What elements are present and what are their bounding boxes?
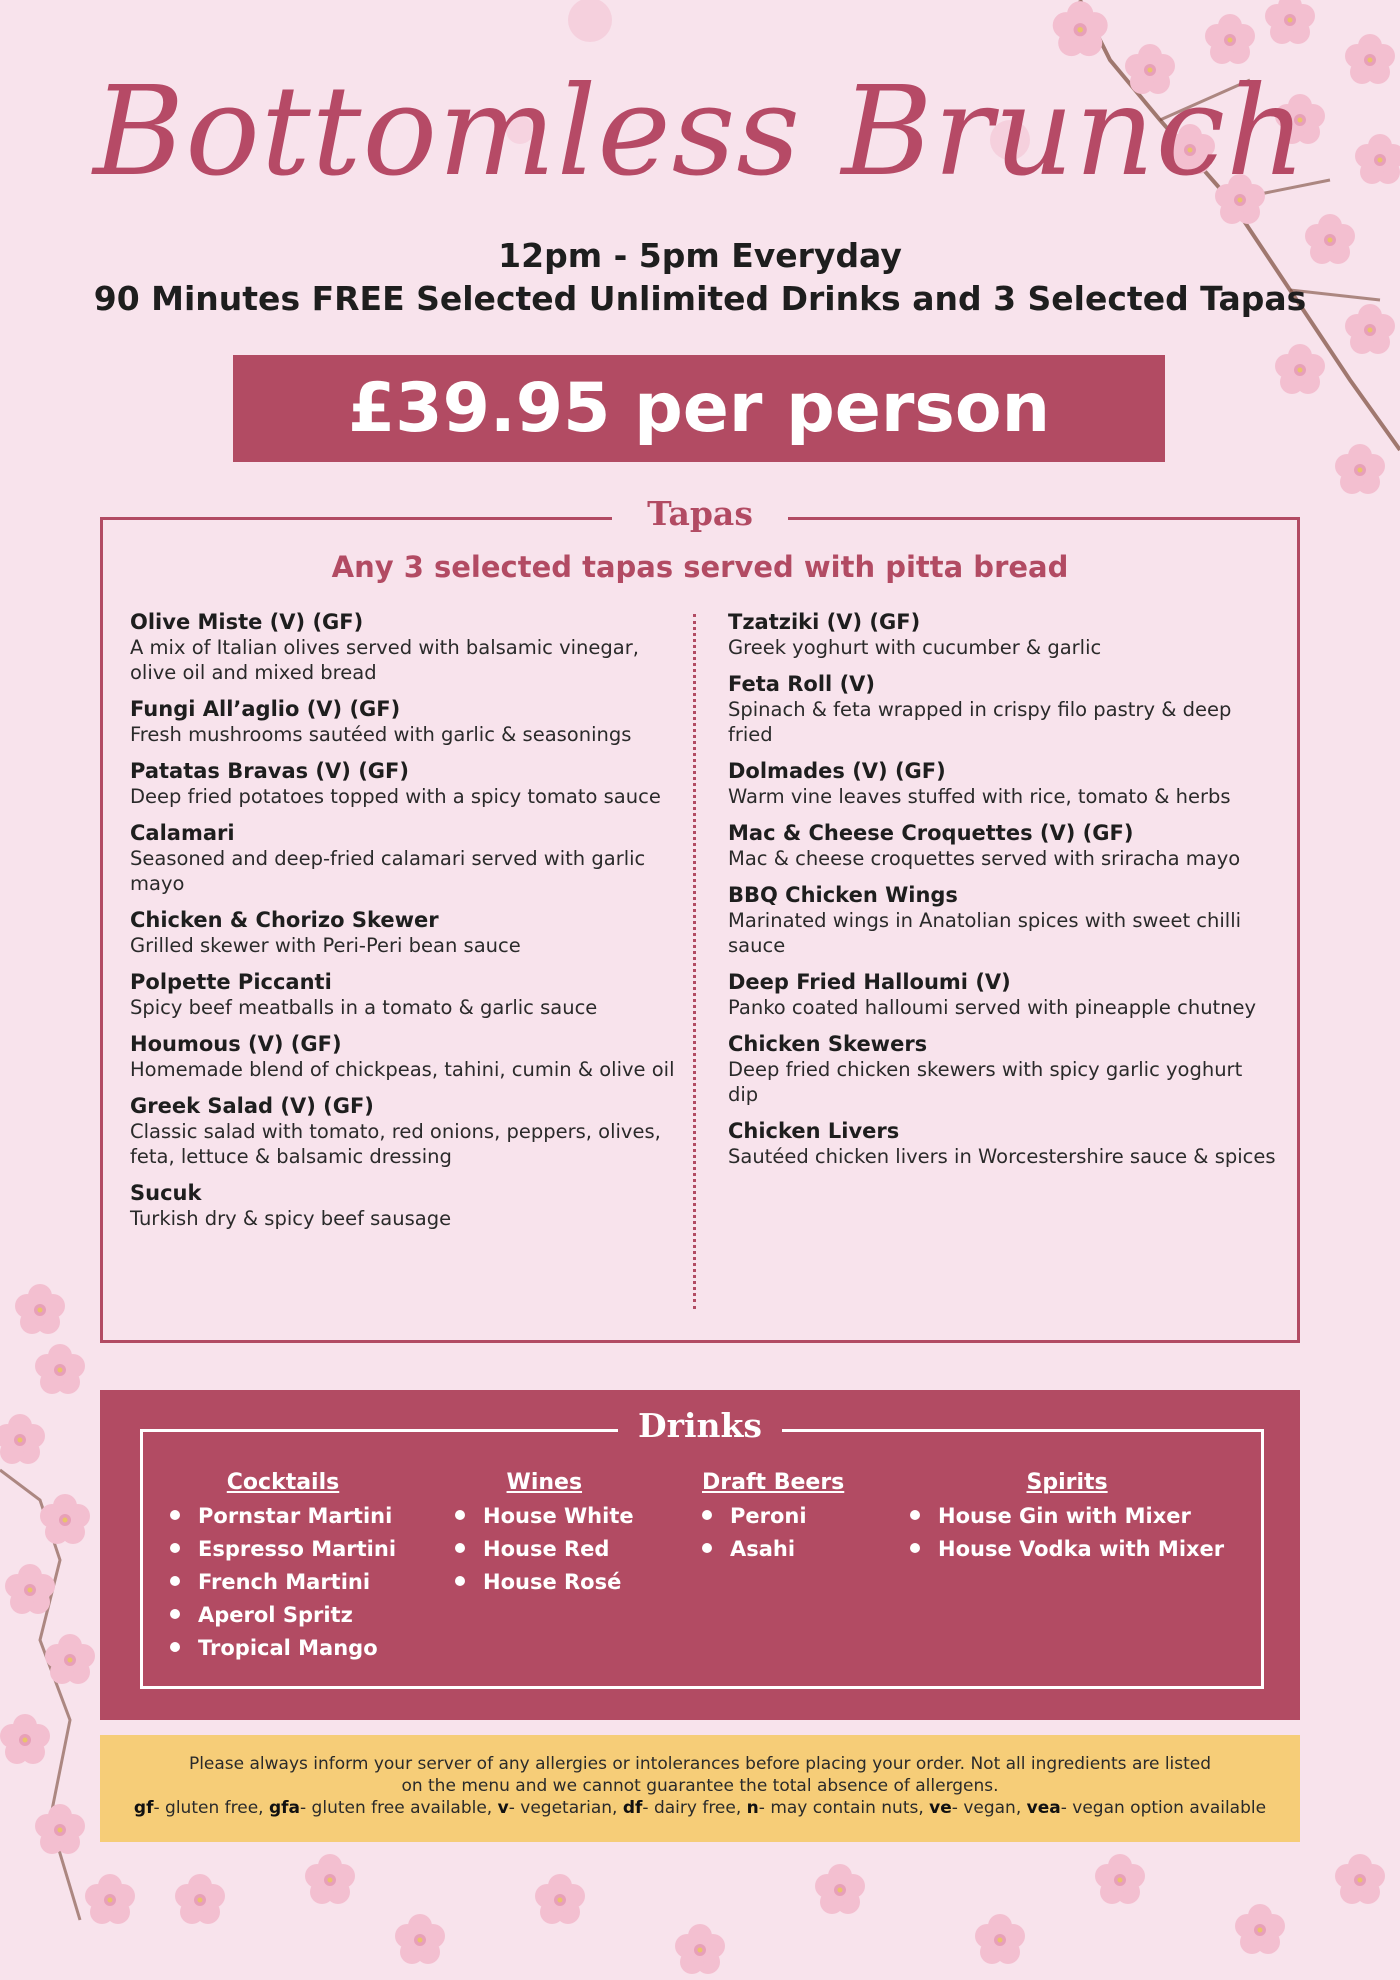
tapas-item-desc: Greek yoghurt with cucumber & garlic (728, 636, 1102, 659)
tapas-item (728, 609, 1278, 660)
bullet-icon (455, 1576, 465, 1586)
bullet-icon (702, 1510, 712, 1520)
bullet-icon (170, 1642, 180, 1652)
tapas-item-name: Olive Miste (V) (GF) (130, 610, 364, 634)
tapas-item (728, 1118, 1278, 1169)
allergy-key: gf- gluten free, gfa- gluten free available, v- vegetarian, df- dairy free, n- may contain nuts, ve- vegan, vea- vegan option available (133, 1798, 1267, 1818)
drink-item: House Vodka with Mixer (910, 1533, 1224, 1566)
tapas-item (728, 671, 1278, 747)
tapas-item (130, 1093, 675, 1169)
bullet-icon (910, 1510, 920, 1520)
tapas-item-desc: A mix of Italian olives served with balsamic vinegar, olive oil and mixed bread (130, 636, 639, 684)
drinks-column-title: Cocktails (226, 1470, 340, 1495)
tapas-item-name: Patatas Bravas (V) (GF) (130, 759, 409, 783)
drink-item: House Rosé (455, 1566, 634, 1599)
bullet-icon (455, 1510, 465, 1520)
tapas-item-name: Fungi All’aglio (V) (GF) (130, 697, 401, 721)
tapas-item-desc: Deep fried potatoes topped with a spicy tomato sauce (130, 785, 661, 808)
tapas-item (130, 1180, 675, 1231)
tapas-item-desc: Panko coated halloumi served with pineapple chutney (728, 996, 1257, 1019)
bullet-icon (170, 1576, 180, 1586)
tapas-item-name: Feta Roll (V) (728, 672, 876, 696)
bullet-icon (170, 1609, 180, 1619)
tapas-subheading: Any 3 selected tapas served with pitta bread (331, 550, 1069, 584)
tapas-item-name: Polpette Piccanti (130, 970, 332, 994)
tapas-item (728, 969, 1278, 1020)
drinks-column-spirits (910, 1470, 1224, 1566)
tapas-left-column (130, 609, 675, 1242)
drinks-column-wines (455, 1470, 634, 1599)
allergy-line: on the menu and we cannot guarantee the total absence of allergens. (401, 1776, 999, 1796)
drinks-heading: Drinks (618, 1406, 782, 1445)
tapas-item-desc: Fresh mushrooms sautéed with garlic & seasonings (130, 723, 632, 746)
drink-item: House White (455, 1500, 634, 1533)
column-divider (693, 614, 696, 1309)
tapas-item (728, 882, 1278, 958)
drink-item: Espresso Martini (170, 1533, 396, 1566)
tapas-heading: Tapas (612, 494, 788, 533)
tapas-right-column (728, 609, 1278, 1180)
tapas-item (130, 969, 675, 1020)
hours-text: 12pm - 5pm Everyday (498, 236, 902, 275)
tapas-item (728, 758, 1278, 809)
bullet-icon (455, 1543, 465, 1553)
tapas-item-desc: Warm vine leaves stuffed with rice, tomato & herbs (728, 785, 1231, 808)
tapas-item-name: Sucuk (130, 1181, 202, 1205)
tapas-item-name: Chicken Livers (728, 1119, 900, 1143)
menu-title: Bottomless Brunch (93, 60, 1307, 204)
drink-item: House Red (455, 1533, 634, 1566)
drink-item: French Martini (170, 1566, 396, 1599)
drinks-column-title: Wines (506, 1470, 583, 1495)
tapas-item-desc: Classic salad with tomato, red onions, peppers, olives, feta, lettuce & balsamic dressing (130, 1120, 661, 1168)
tapas-item-name: Greek Salad (V) (GF) (130, 1094, 374, 1118)
tapas-item (130, 609, 675, 685)
tapas-item-name: Dolmades (V) (GF) (728, 759, 946, 783)
tapas-item-desc: Sautéed chicken livers in Worcestershire sauce & spices (728, 1145, 1276, 1168)
tapas-item-desc: Spinach & feta wrapped in crispy filo pastry & deep fried (728, 698, 1232, 746)
tapas-item-name: Houmous (V) (GF) (130, 1032, 342, 1056)
bullet-icon (170, 1510, 180, 1520)
tapas-item-name: Deep Fried Halloumi (V) (728, 970, 1011, 994)
tapas-item-name: Chicken Skewers (728, 1032, 928, 1056)
tapas-item-desc: Grilled skewer with Peri-Peri bean sauce (130, 934, 521, 957)
tapas-item-desc: Mac & cheese croquettes served with sriracha mayo (728, 847, 1241, 870)
tapas-item-desc: Spicy beef meatballs in a tomato & garlic sauce (130, 996, 598, 1019)
drink-item: Peroni (702, 1500, 844, 1533)
tapas-item (130, 1031, 675, 1082)
drink-item: House Gin with Mixer (910, 1500, 1224, 1533)
tapas-item (130, 907, 675, 958)
price-banner: £39.95 per person (233, 355, 1165, 462)
drinks-column-cocktails (170, 1470, 396, 1665)
allergy-line: Please always inform your server of any allergies or intolerances before placing your order. Not all ingredients are listed (188, 1754, 1212, 1774)
tapas-item (130, 696, 675, 747)
drink-item: Asahi (702, 1533, 844, 1566)
tapas-item-name: Mac & Cheese Croquettes (V) (GF) (728, 821, 1134, 845)
tapas-item-name: Tzatziki (V) (GF) (728, 610, 921, 634)
tapas-item (130, 758, 675, 809)
tapas-item-desc: Deep fried chicken skewers with spicy garlic yoghurt dip (728, 1058, 1243, 1106)
drinks-column-draft-beers (702, 1470, 844, 1566)
tapas-item-desc: Marinated wings in Anatolian spices with sweet chilli sauce (728, 909, 1242, 957)
drink-item: Tropical Mango (170, 1632, 396, 1665)
drinks-column-title: Draft Beers (702, 1470, 845, 1495)
bullet-icon (702, 1543, 712, 1553)
tapas-item-name: Calamari (130, 821, 235, 845)
drinks-column-title: Spirits (1026, 1470, 1108, 1495)
tapas-item-name: Chicken & Chorizo Skewer (130, 908, 439, 932)
drink-item: Aperol Spritz (170, 1599, 396, 1632)
drink-item: Pornstar Martini (170, 1500, 396, 1533)
tapas-item-desc: Homemade blend of chickpeas, tahini, cumin & olive oil (130, 1058, 675, 1081)
bullet-icon (170, 1543, 180, 1553)
bullet-icon (910, 1543, 920, 1553)
tapas-item (130, 820, 675, 896)
offer-text: 90 Minutes FREE Selected Unlimited Drinks and 3 Selected Tapas (93, 279, 1307, 318)
allergy-notice (100, 1735, 1300, 1842)
tapas-item-desc: Turkish dry & spicy beef sausage (130, 1207, 452, 1230)
tapas-item-name: BBQ Chicken Wings (728, 883, 958, 907)
tapas-item-desc: Seasoned and deep-fried calamari served with garlic mayo (130, 847, 646, 895)
tapas-item (728, 1031, 1278, 1107)
tapas-item (728, 820, 1278, 871)
